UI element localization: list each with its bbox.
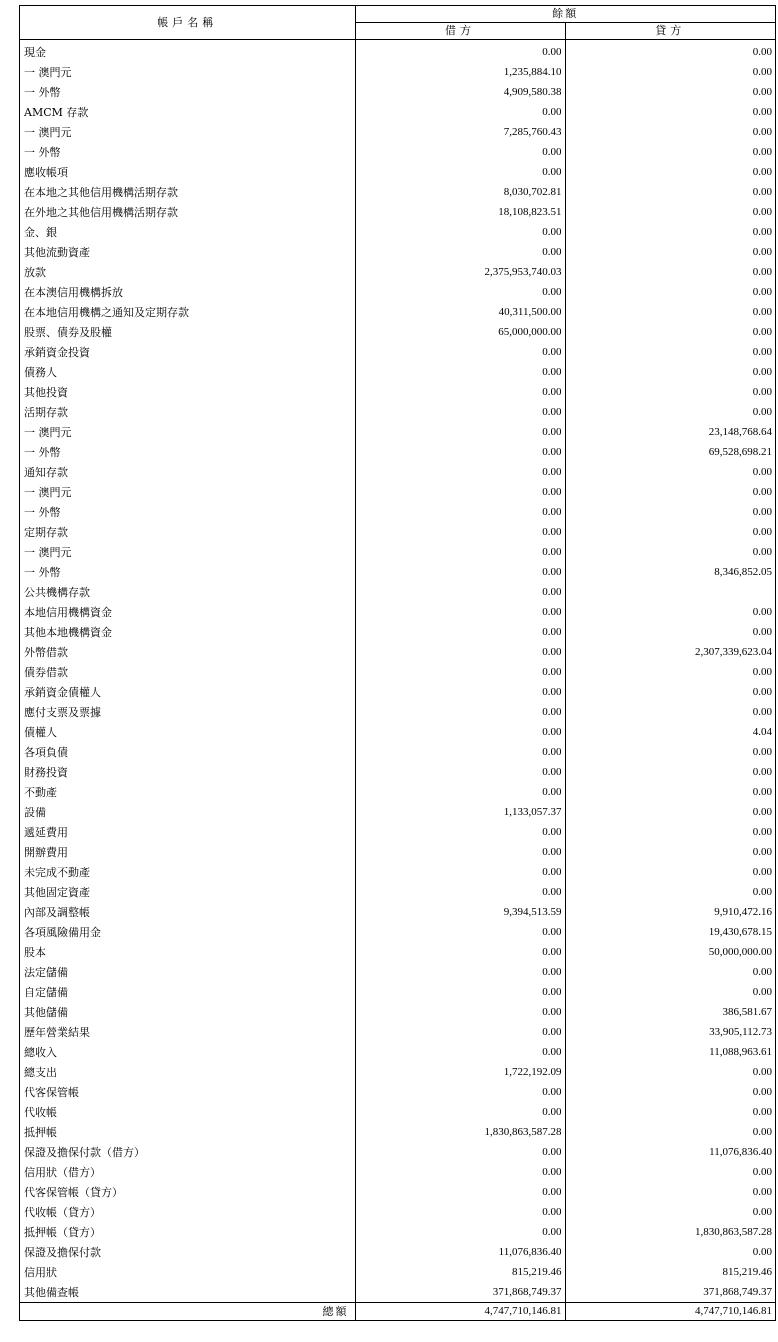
credit-amount: 0.00	[752, 465, 772, 478]
credit-amount: 0.00	[752, 505, 772, 518]
account-name: 信用狀	[20, 1262, 355, 1282]
debit-amount: 1,133,057.37	[355, 802, 565, 822]
debit-amount: 0.00	[355, 1002, 565, 1022]
table-row	[20, 542, 775, 562]
debit-amount: 1,722,192.09	[355, 1062, 565, 1082]
credit-amount: 0.00	[752, 965, 772, 978]
table-row	[20, 142, 775, 162]
debit-amount: 0.00	[355, 342, 565, 362]
account-name: 未完成不動產	[20, 862, 355, 882]
table-row	[20, 202, 775, 222]
credit-amount: 1,830,863,587.28	[695, 1225, 772, 1238]
credit-amount: 815,219.46	[722, 1265, 772, 1278]
table-row	[20, 1262, 775, 1282]
credit-amount: 0.00	[752, 65, 772, 78]
account-name: 法定儲備	[20, 962, 355, 982]
table-row	[20, 242, 775, 262]
account-name: 代收帳（貸方）	[20, 1202, 355, 1222]
credit-amount: 0.00	[752, 1105, 772, 1118]
total-credit: 4,747,710,146.81	[565, 1303, 775, 1321]
account-name: 歷年營業結果	[20, 1022, 355, 1042]
account-name: 其他流動資產	[20, 242, 355, 262]
table-row	[20, 1062, 775, 1082]
table-row	[20, 302, 775, 322]
debit-amount: 0.00	[355, 482, 565, 502]
account-name: 內部及調整帳	[20, 902, 355, 922]
table-row	[20, 962, 775, 982]
debit-amount: 0.00	[355, 1162, 565, 1182]
credit-amount: 0.00	[752, 1165, 772, 1178]
debit-amount: 0.00	[355, 722, 565, 742]
table-row	[20, 1242, 775, 1262]
credit-amount: 0.00	[752, 1085, 772, 1098]
debit-amount: 8,030,702.81	[355, 182, 565, 202]
account-name: 不動產	[20, 782, 355, 802]
table-row	[20, 1042, 775, 1062]
debit-amount: 0.00	[355, 282, 565, 302]
debit-amount: 11,076,836.40	[355, 1242, 565, 1262]
debit-amount: 0.00	[355, 522, 565, 542]
debit-amount: 0.00	[355, 562, 565, 582]
debit-amount: 2,375,953,740.03	[355, 262, 565, 282]
credit-amount: 11,076,836.40	[709, 1145, 772, 1158]
credit-amount: 0.00	[752, 325, 772, 338]
header-debit: 借方	[355, 23, 565, 40]
header-account-name: 帳戶名稱	[20, 6, 355, 40]
debit-amount: 0.00	[355, 1142, 565, 1162]
credit-amount: 0.00	[752, 665, 772, 678]
debit-amount: 0.00	[355, 682, 565, 702]
debit-amount: 0.00	[355, 622, 565, 642]
debit-amount: 0.00	[355, 762, 565, 782]
credit-amount: 0.00	[752, 345, 772, 358]
debit-amount: 0.00	[355, 642, 565, 662]
table-row	[20, 182, 775, 202]
credit-amount: 0.00	[752, 145, 772, 158]
credit-amount: 0.00	[752, 825, 772, 838]
debit-amount: 0.00	[355, 142, 565, 162]
debit-amount: 0.00	[355, 242, 565, 262]
debit-amount: 0.00	[355, 842, 565, 862]
credit-amount: 2,307,339,623.04	[695, 645, 772, 658]
debit-amount: 0.00	[355, 702, 565, 722]
credit-amount: 0.00	[752, 385, 772, 398]
debit-amount: 40,311,500.00	[355, 302, 565, 322]
account-name: 承銷資金投資	[20, 342, 355, 362]
table-row	[20, 722, 775, 742]
debit-amount: 0.00	[355, 402, 565, 422]
credit-amount: 0.00	[752, 685, 772, 698]
table-row	[20, 402, 775, 422]
credit-amount: 0.00	[752, 545, 772, 558]
credit-amount: 0.00	[752, 1185, 772, 1198]
table-row	[20, 382, 775, 402]
credit-amount: 0.00	[752, 365, 772, 378]
account-name: 保證及擔保付款（借方）	[20, 1142, 355, 1162]
table-row	[20, 1122, 775, 1142]
table-row	[20, 842, 775, 862]
debit-amount: 0.00	[355, 882, 565, 902]
account-name: 代客保管帳	[20, 1082, 355, 1102]
debit-amount: 0.00	[355, 1022, 565, 1042]
credit-amount: 0.00	[752, 305, 772, 318]
credit-amount: 0.00	[752, 245, 772, 258]
credit-amount: 0.00	[752, 845, 772, 858]
table-row	[20, 322, 775, 342]
account-name: 債券借款	[20, 662, 355, 682]
table-row	[20, 642, 775, 662]
credit-amount: 0.00	[752, 105, 772, 118]
table-row	[20, 1202, 775, 1222]
table-row	[20, 622, 775, 642]
account-name: 在本澳信用機構拆放	[20, 282, 355, 302]
debit-amount: 0.00	[355, 102, 565, 122]
table-row	[20, 762, 775, 782]
account-name: 在本地信用機構之通知及定期存款	[20, 302, 355, 322]
debit-amount: 9,394,513.59	[355, 902, 565, 922]
debit-amount: 0.00	[355, 502, 565, 522]
table-row	[20, 102, 775, 122]
account-name: 遞延費用	[20, 822, 355, 842]
credit-amount: 11,088,963.61	[709, 1045, 772, 1058]
debit-amount: 815,219.46	[355, 1262, 565, 1282]
account-name: 通知存款	[20, 462, 355, 482]
debit-amount: 0.00	[355, 1082, 565, 1102]
credit-amount: 19,430,678.15	[708, 925, 772, 938]
table-row	[20, 1082, 775, 1102]
credit-amount: 0.00	[752, 625, 772, 638]
table-row	[20, 1102, 775, 1122]
credit-amount: 4.04	[752, 725, 772, 738]
table-row	[20, 522, 775, 542]
debit-amount: 65,000,000.00	[355, 322, 565, 342]
account-name: 一 澳門元	[20, 122, 355, 142]
credit-amount: 0.00	[752, 125, 772, 138]
debit-amount: 0.00	[355, 462, 565, 482]
table-row	[20, 82, 775, 102]
credit-amount: 0.00	[752, 805, 772, 818]
account-name: 各項負債	[20, 742, 355, 762]
account-name: 一 外幣	[20, 142, 355, 162]
debit-amount: 0.00	[355, 742, 565, 762]
account-name: 本地信用機構資金	[20, 602, 355, 622]
table-row	[20, 882, 775, 902]
table-row	[20, 482, 775, 502]
debit-amount: 0.00	[355, 542, 565, 562]
debit-amount: 0.00	[355, 822, 565, 842]
debit-amount: 0.00	[355, 582, 565, 602]
account-name: 一 外幣	[20, 562, 355, 582]
account-name: 開辦費用	[20, 842, 355, 862]
table-row	[20, 122, 775, 142]
account-name: 抵押帳	[20, 1122, 355, 1142]
credit-amount: 0.00	[752, 205, 772, 218]
account-name: 公共機構存款	[20, 582, 355, 602]
account-name: 代客保管帳（貸方）	[20, 1182, 355, 1202]
debit-amount: 0.00	[355, 1202, 565, 1222]
table-row	[20, 682, 775, 702]
debit-amount: 0.00	[355, 1182, 565, 1202]
debit-amount: 0.00	[355, 1102, 565, 1122]
account-name: 保證及擔保付款	[20, 1242, 355, 1262]
account-name: 債權人	[20, 722, 355, 742]
credit-amount: 0.00	[752, 865, 772, 878]
credit-amount: 0.00	[752, 765, 772, 778]
debit-amount: 0.00	[355, 162, 565, 182]
credit-amount: 69,528,698.21	[708, 445, 772, 458]
table-row	[20, 502, 775, 522]
credit-amount: 0.00	[752, 785, 772, 798]
table-row	[20, 742, 775, 762]
table-row	[20, 1282, 775, 1303]
total-row	[20, 1303, 775, 1321]
table-row	[20, 862, 775, 882]
credit-amount: 0.00	[752, 45, 772, 58]
account-name: 信用狀（借方）	[20, 1162, 355, 1182]
account-name: 其他備查帳	[20, 1282, 355, 1303]
debit-amount: 0.00	[355, 422, 565, 442]
table-row	[20, 802, 775, 822]
credit-amount: 386,581.67	[722, 1005, 772, 1018]
account-name: 一 澳門元	[20, 62, 355, 82]
credit-amount: 23,148,768.64	[708, 425, 772, 438]
table-row	[20, 602, 775, 622]
table-row	[20, 1222, 775, 1242]
header-credit: 貸方	[565, 23, 775, 40]
account-name: 設備	[20, 802, 355, 822]
table-row	[20, 1182, 775, 1202]
credit-amount: 0.00	[752, 85, 772, 98]
account-name: 各項風險備用金	[20, 922, 355, 942]
account-name: 一 澳門元	[20, 422, 355, 442]
credit-amount: 0.00	[752, 1125, 772, 1138]
table-row	[20, 362, 775, 382]
debit-amount: 0.00	[355, 1042, 565, 1062]
account-name: 外幣借款	[20, 642, 355, 662]
debit-amount: 0.00	[355, 382, 565, 402]
debit-amount: 0.00	[355, 40, 565, 63]
table-row	[20, 662, 775, 682]
credit-amount: 371,868,749.37	[703, 1285, 772, 1298]
account-name: 債務人	[20, 362, 355, 382]
debit-amount: 1,830,863,587.28	[355, 1122, 565, 1142]
debit-amount: 0.00	[355, 602, 565, 622]
account-name: 一 澳門元	[20, 542, 355, 562]
debit-amount: 18,108,823.51	[355, 202, 565, 222]
account-name: AMCM 存款	[20, 102, 355, 122]
account-name: 活期存款	[20, 402, 355, 422]
account-name: 放款	[20, 262, 355, 282]
debit-amount: 0.00	[355, 222, 565, 242]
account-name: 自定儲備	[20, 982, 355, 1002]
account-name: 定期存款	[20, 522, 355, 542]
credit-amount: 0.00	[752, 225, 772, 238]
debit-amount: 0.00	[355, 962, 565, 982]
account-name: 在本地之其他信用機構活期存款	[20, 182, 355, 202]
credit-amount: 0.00	[752, 525, 772, 538]
account-name: 其他本地機構資金	[20, 622, 355, 642]
account-name: 一 外幣	[20, 442, 355, 462]
debit-amount: 0.00	[355, 782, 565, 802]
table-row	[20, 822, 775, 842]
account-name: 承銷資金債權人	[20, 682, 355, 702]
table-row	[20, 282, 775, 302]
table-row	[20, 1002, 775, 1022]
table-row	[20, 702, 775, 722]
account-name: 總收入	[20, 1042, 355, 1062]
account-name: 在外地之其他信用機構活期存款	[20, 202, 355, 222]
total-debit: 4,747,710,146.81	[355, 1303, 565, 1321]
header-balance: 餘額	[355, 6, 775, 23]
debit-amount: 1,235,884.10	[355, 62, 565, 82]
account-name: 其他固定資產	[20, 882, 355, 902]
account-name: 財務投資	[20, 762, 355, 782]
account-name: 金、銀	[20, 222, 355, 242]
credit-amount: 0.00	[752, 1245, 772, 1258]
table-row	[20, 262, 775, 282]
trial-balance-sheet	[19, 5, 776, 1321]
credit-amount: 0.00	[752, 1205, 772, 1218]
account-name: 應收帳項	[20, 162, 355, 182]
credit-amount: 0.00	[752, 285, 772, 298]
credit-amount: 9,910,472.16	[714, 905, 772, 918]
credit-amount	[565, 582, 775, 602]
table-row	[20, 1022, 775, 1042]
credit-amount: 0.00	[752, 165, 772, 178]
credit-amount: 0.00	[752, 1065, 772, 1078]
trial-balance-table	[20, 6, 775, 1320]
table-row	[20, 1162, 775, 1182]
credit-amount: 0.00	[752, 705, 772, 718]
credit-amount: 0.00	[752, 605, 772, 618]
table-row	[20, 442, 775, 462]
account-name: 一 澳門元	[20, 482, 355, 502]
table-row	[20, 902, 775, 922]
credit-amount: 0.00	[752, 745, 772, 758]
table-row	[20, 162, 775, 182]
table-row	[20, 982, 775, 1002]
account-name: 一 外幣	[20, 502, 355, 522]
credit-amount: 50,000,000.00	[708, 945, 772, 958]
table-row	[20, 62, 775, 82]
table-row	[20, 342, 775, 362]
table-row	[20, 782, 775, 802]
account-name: 代收帳	[20, 1102, 355, 1122]
credit-amount: 0.00	[752, 405, 772, 418]
table-row	[20, 562, 775, 582]
table-row	[20, 1142, 775, 1162]
table-row	[20, 422, 775, 442]
table-row	[20, 462, 775, 482]
total-label: 總額	[20, 1303, 355, 1321]
credit-amount: 0.00	[752, 265, 772, 278]
debit-amount: 0.00	[355, 922, 565, 942]
account-name: 應付支票及票據	[20, 702, 355, 722]
debit-amount: 0.00	[355, 362, 565, 382]
account-name: 抵押帳（貸方）	[20, 1222, 355, 1242]
credit-amount: 0.00	[752, 985, 772, 998]
debit-amount: 7,285,760.43	[355, 122, 565, 142]
credit-amount: 33,905,112.73	[709, 1025, 772, 1038]
table-row	[20, 942, 775, 962]
credit-amount: 0.00	[752, 485, 772, 498]
debit-amount: 0.00	[355, 942, 565, 962]
debit-amount: 0.00	[355, 862, 565, 882]
account-rows	[20, 40, 775, 1303]
debit-amount: 4,909,580.38	[355, 82, 565, 102]
credit-amount: 0.00	[752, 885, 772, 898]
debit-amount: 0.00	[355, 442, 565, 462]
account-name: 現金	[20, 40, 355, 63]
credit-amount: 8,346,852.05	[714, 565, 772, 578]
table-row	[20, 922, 775, 942]
debit-amount: 0.00	[355, 982, 565, 1002]
account-name: 其他儲備	[20, 1002, 355, 1022]
table-row	[20, 40, 775, 63]
account-name: 股票、債券及股權	[20, 322, 355, 342]
account-name: 股本	[20, 942, 355, 962]
debit-amount: 0.00	[355, 662, 565, 682]
account-name: 總支出	[20, 1062, 355, 1082]
table-row	[20, 582, 775, 602]
credit-amount: 0.00	[752, 185, 772, 198]
account-name: 一 外幣	[20, 82, 355, 102]
debit-amount: 371,868,749.37	[355, 1282, 565, 1303]
table-row	[20, 222, 775, 242]
account-name: 其他投資	[20, 382, 355, 402]
debit-amount: 0.00	[355, 1222, 565, 1242]
